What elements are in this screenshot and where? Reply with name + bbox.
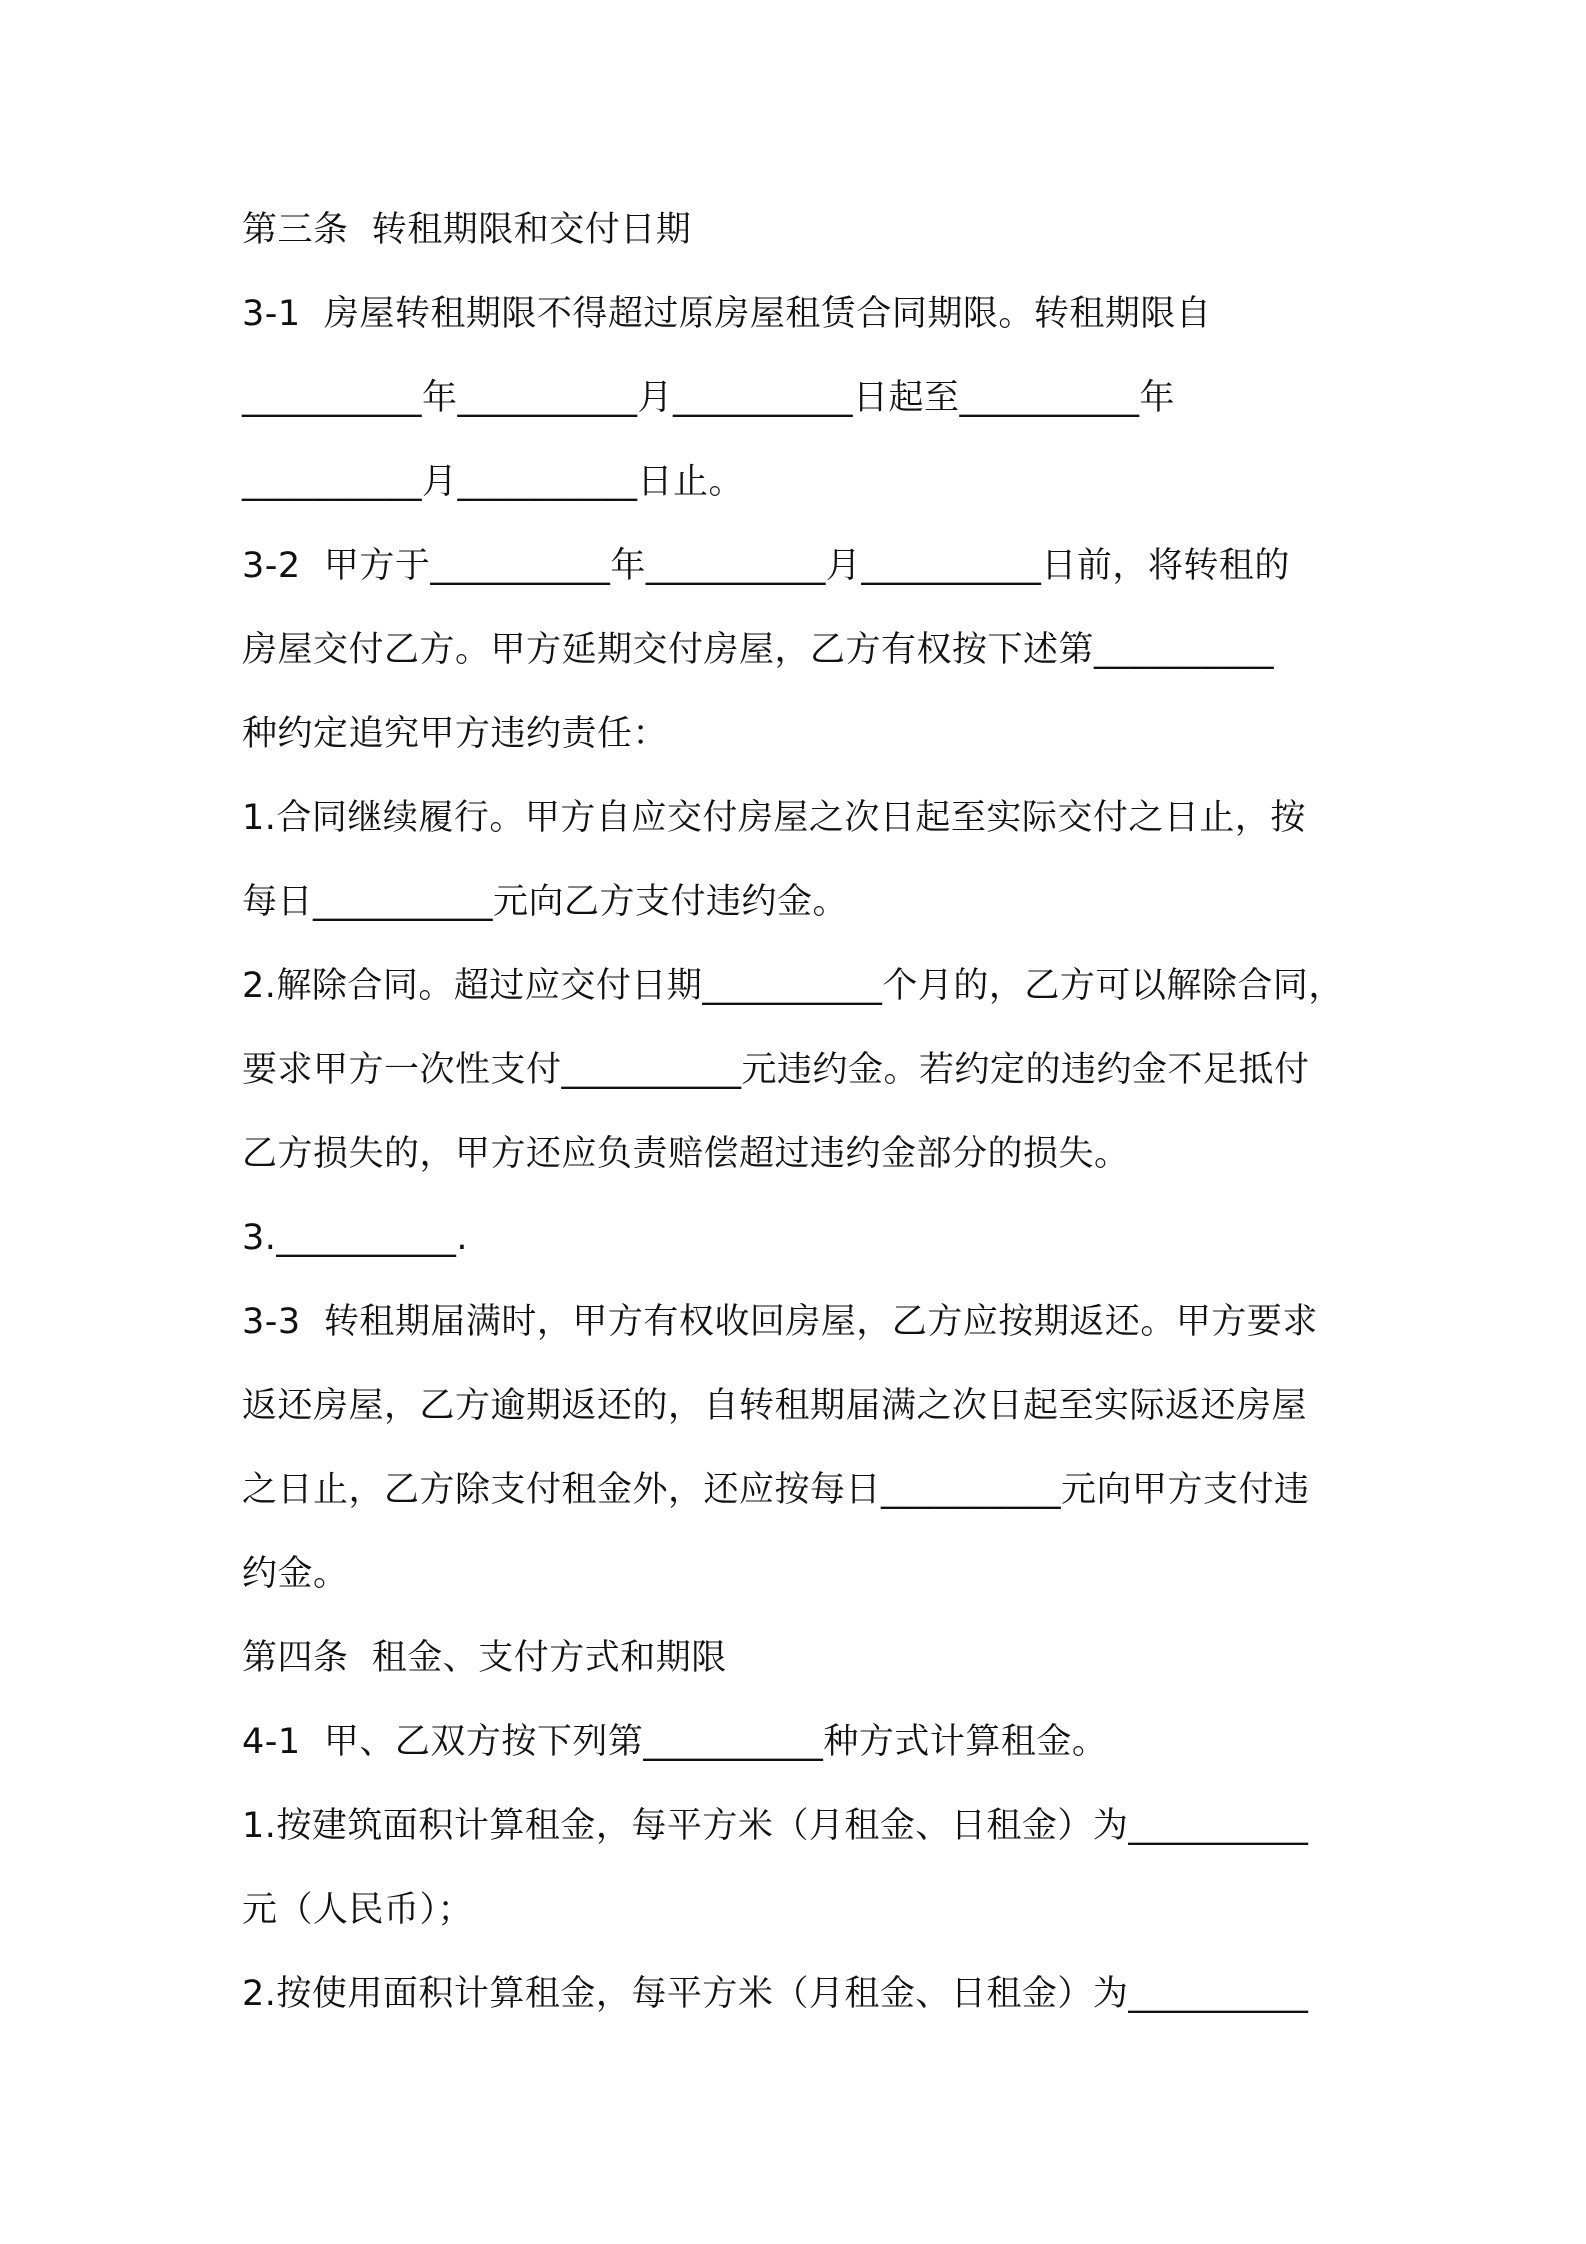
rent-option-2-line-1: 2.按使用面积计算租金，每平方米（月租金、日租金）为__________: [242, 1974, 1309, 2014]
option-3-line: 3.__________.: [242, 1218, 469, 1258]
clause-3-2-line-3: 种约定追究甲方违约责任：: [242, 714, 669, 754]
clause-3-2-line-2: 房屋交付乙方。甲方延期交付房屋，乙方有权按下述第__________: [242, 630, 1275, 670]
clause-3-3-line-1: 3-3 转租期届满时，甲方有权收回房屋，乙方应按期返还。甲方要求: [242, 1302, 1318, 1342]
article-3-heading: 第三条 转租期限和交付日期: [242, 210, 692, 250]
option-1-line-2: 每日__________元向乙方支付违约金。: [242, 882, 849, 922]
option-2-line-3: 乙方损失的，甲方还应负责赔偿超过违约金部分的损失。: [242, 1134, 1130, 1174]
clause-3-1-line-2: __________年__________月__________日起至__________年: [242, 378, 1176, 418]
clause-3-3-line-3: 之日止，乙方除支付租金外，还应按每日__________元向甲方支付违: [242, 1470, 1310, 1510]
clause-3-3-line-4: 约金。: [242, 1554, 349, 1594]
clause-3-1-line-1: 3-1 房屋转租期限不得超过原房屋租赁合同期限。转租期限自: [242, 294, 1212, 334]
article-4-heading: 第四条 租金、支付方式和期限: [242, 1638, 727, 1678]
clause-4-1-line: 4-1 甲、乙双方按下列第__________种方式计算租金。: [242, 1722, 1108, 1762]
rent-option-1-line-1: 1.按建筑面积计算租金，每平方米（月租金、日租金）为__________: [242, 1806, 1309, 1846]
rent-option-1-line-2: 元（人民币）；: [242, 1890, 474, 1930]
clause-3-1-line-3: __________月__________日止。: [242, 462, 745, 502]
option-2-line-1: 2.解除合同。超过应交付日期__________个月的，乙方可以解除合同，: [242, 966, 1344, 1006]
contract-text: [242, 200, 1362, 2048]
clause-3-3-line-2: 返还房屋，乙方逾期返还的，自转租期届满之次日起至实际返还房屋: [242, 1386, 1308, 1426]
option-2-line-2: 要求甲方一次性支付__________元违约金。若约定的违约金不足抵付: [242, 1050, 1310, 1090]
option-1-line-1: 1.合同继续履行。甲方自应交付房屋之次日起至实际交付之日止，按: [242, 798, 1306, 838]
clause-3-2-line-1: 3-2 甲方于__________年__________月__________日前，将转租的: [242, 546, 1290, 586]
